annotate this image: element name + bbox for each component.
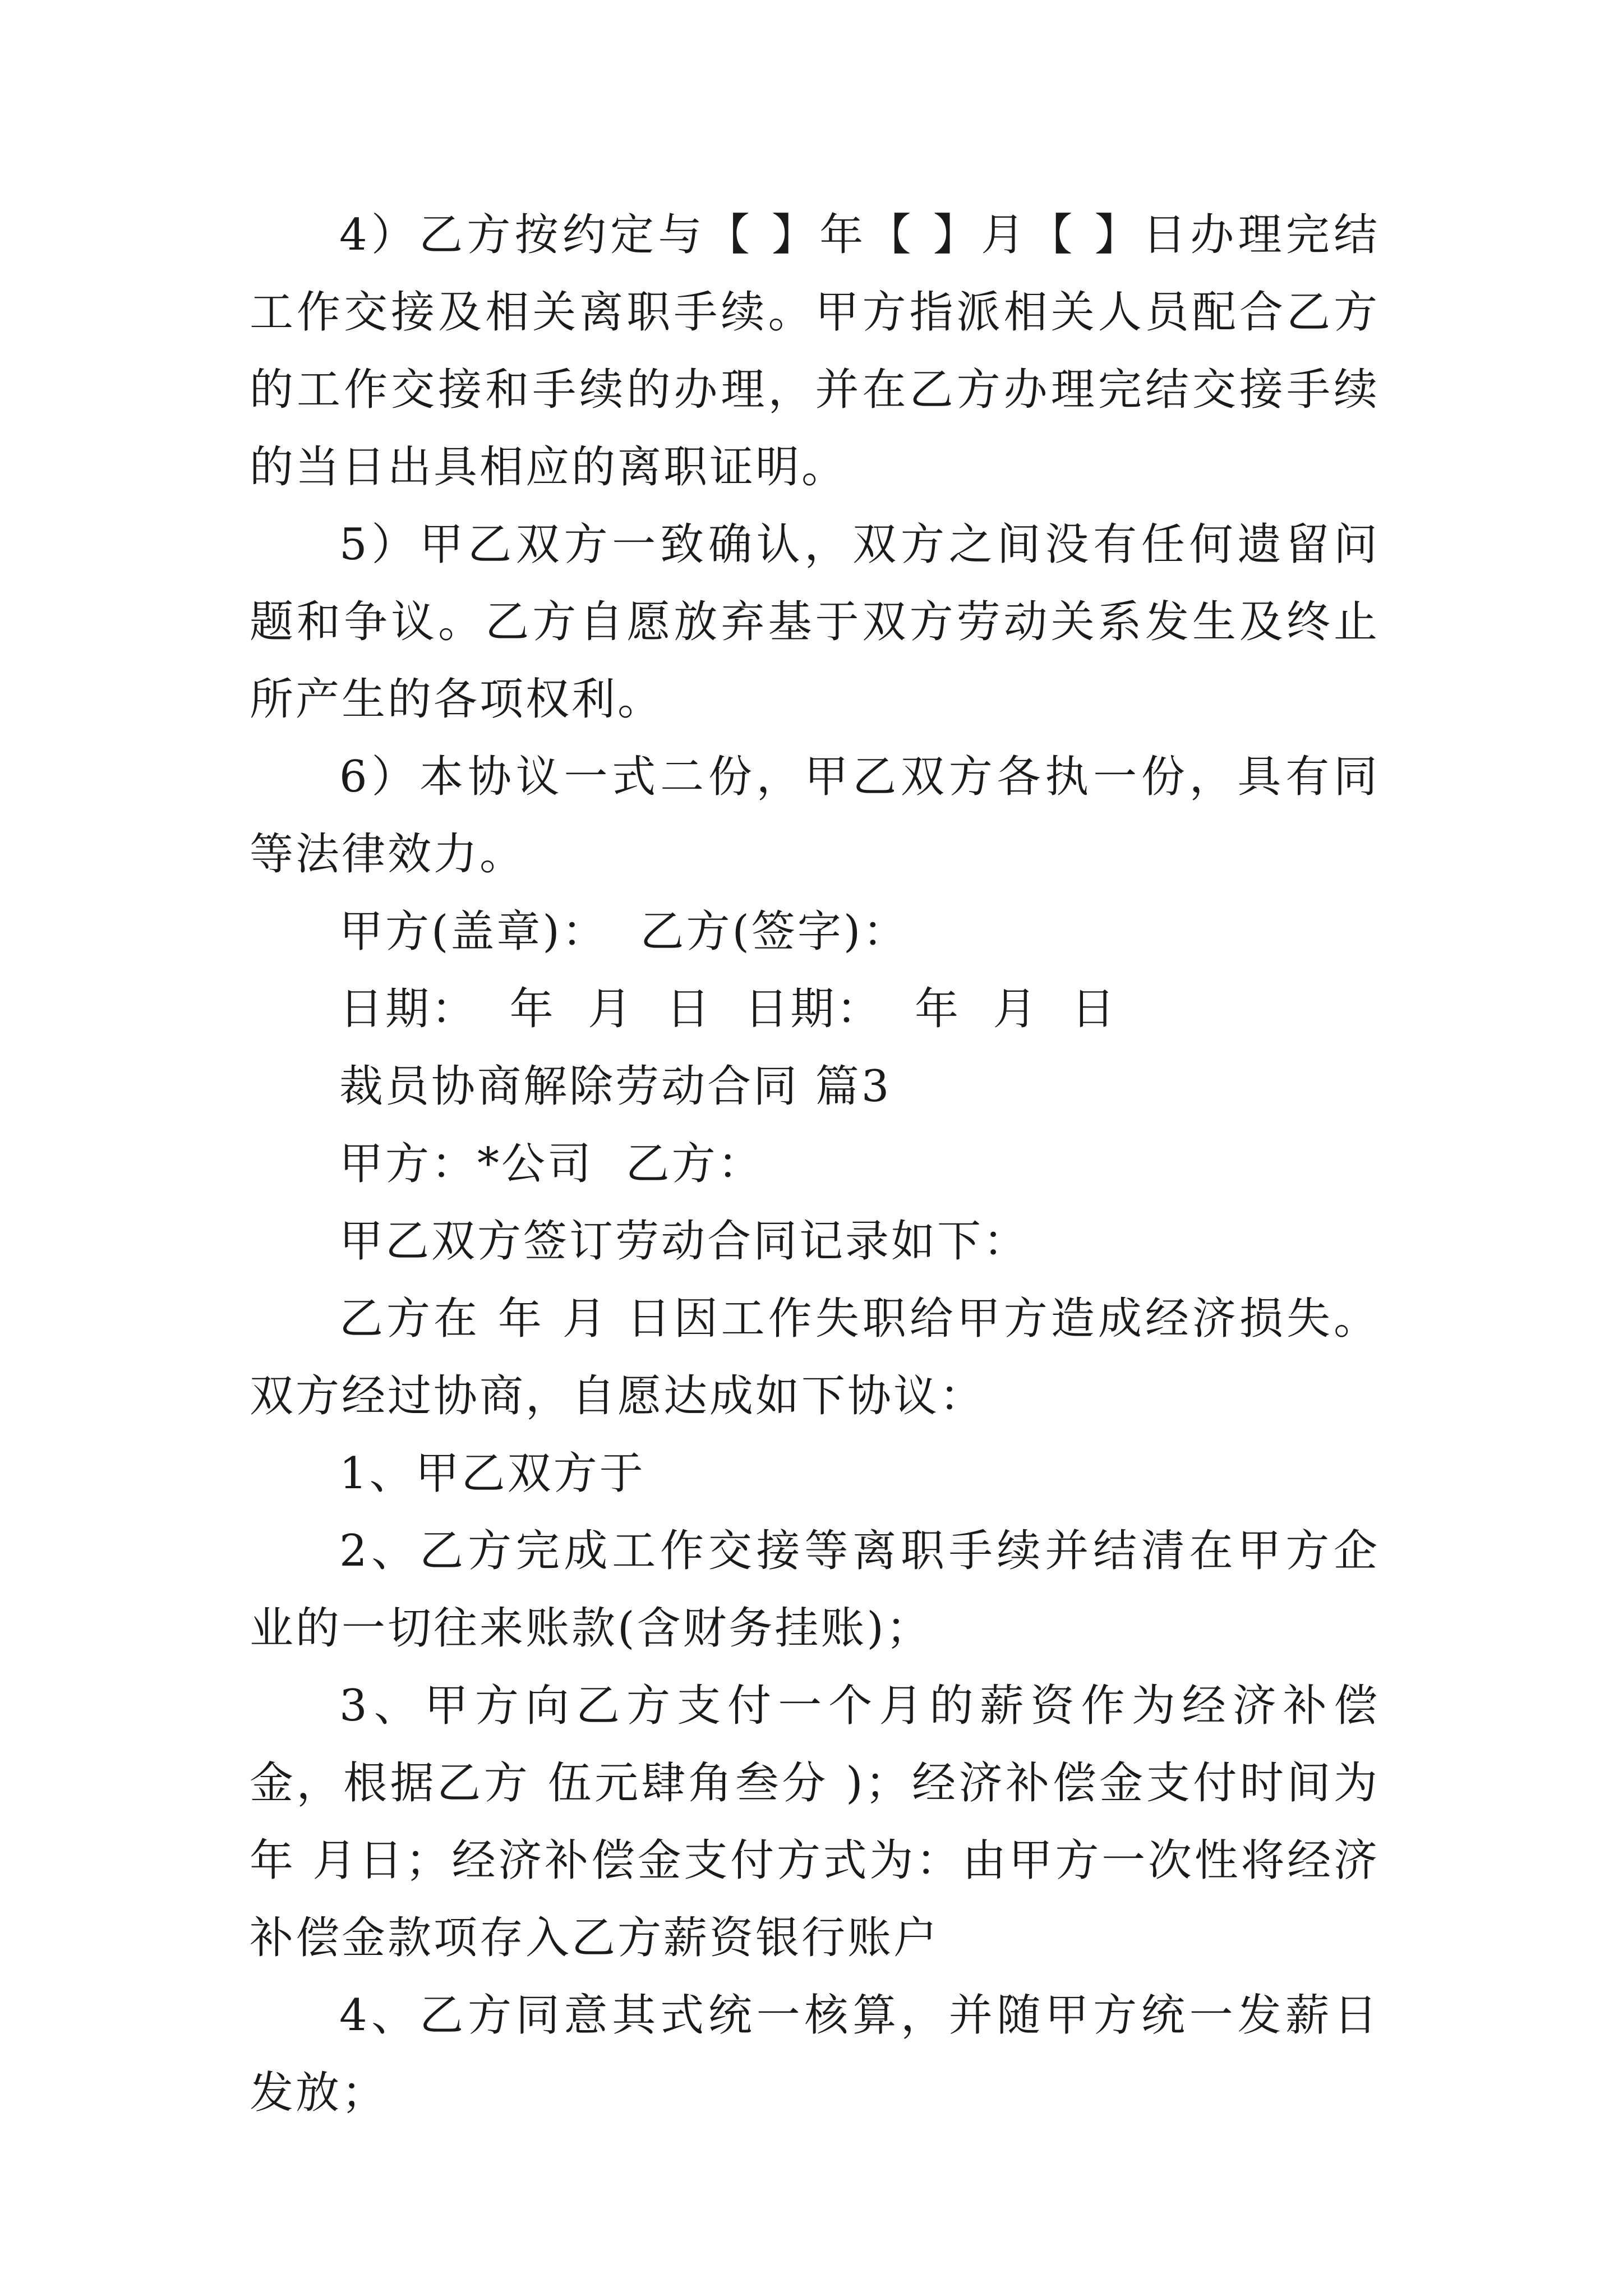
agreement-item-4: 4、乙方同意其式统一核算，并随甲方统一发薪日发放； — [250, 1990, 1380, 2118]
clause-4: 4）乙方按约定与【 】年【 】月【 】日办理完结工作交接及相关离职手续。甲方指派相关人员配合乙方的工作交接和手续的办理，并在乙方办理完结交接手续的当日出具相应的离职证明。 — [250, 210, 1380, 493]
section-title: 裁员协商解除劳动合同 篇3 — [339, 1061, 892, 1112]
signature-parties: 甲方(盖章)： 乙方(签字)： — [339, 907, 909, 957]
signature-dates: 日期： 年 月 日 日期： 年 月 日 — [339, 984, 1118, 1034]
agreement-item-1: 1、甲乙双方于 — [339, 1448, 645, 1499]
agreement-item-2: 2、乙方完成工作交接等离职手续并结清在甲方企业的一切往来账款(含财务挂账)； — [250, 1526, 1380, 1654]
clause-5: 5）甲乙双方一致确认，双方之间没有任何遗留问题和争议。乙方自愿放弃基于双方劳动关系发生及终止所产生的各项权利。 — [250, 519, 1380, 725]
loss-paragraph: 乙方在 年 月 日因工作失职给甲方造成经济损失。双方经过协商，自愿达成如下协议： — [250, 1294, 1380, 1421]
agreement-item-3: 3、甲方向乙方支付一个月的薪资作为经济补偿金，根据乙方 伍元肆角叁分 )；经济补偿金支付时间为 年 月日；经济补偿金支付方式为：由甲方一次性将经济补偿金款项存入乙方薪资银行账户 — [250, 1681, 1380, 1963]
document-body — [250, 196, 1380, 2132]
clause-6: 6）本协议一式二份，甲乙双方各执一份，具有同等法律效力。 — [250, 752, 1380, 880]
intro-line: 甲乙双方签订劳动合同记录如下： — [339, 1216, 1030, 1267]
parties-line: 甲方：*公司 乙方： — [339, 1139, 764, 1189]
